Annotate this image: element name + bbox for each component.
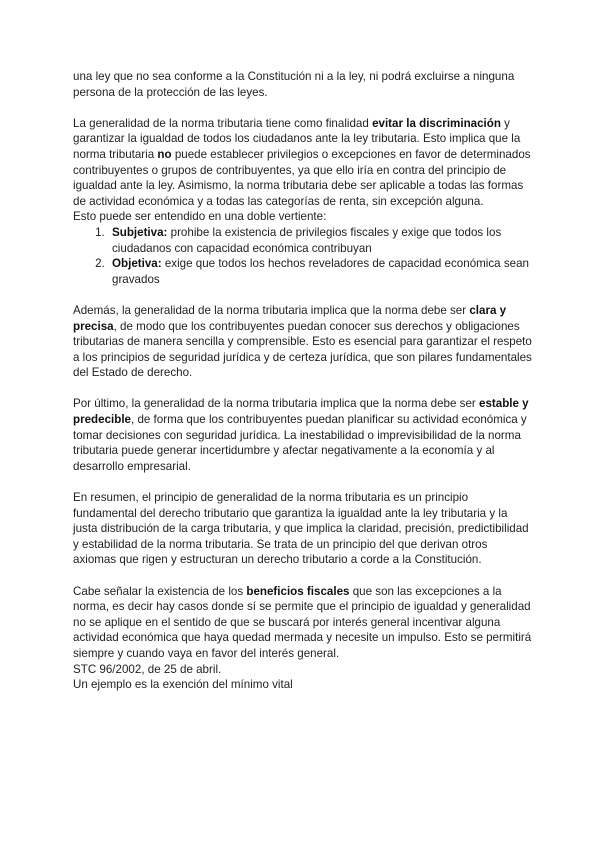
text-run: que son las excepciones a la norma, es decir hay casos donde sí se permite que el principio de igualdad y generalidad no se aplique en el sentido de que se buscará por interés general incentivar alguna actividad económica que haya quedad mermada y necesite un impulso. Esto se permitirá siempre y cuando vaya en favor del interés general.: [73, 584, 532, 660]
paragraph-estable: [73, 396, 533, 474]
spacer: [73, 474, 533, 490]
text-run: Además, la generalidad de la norma tributaria implica que la norma debe ser: [73, 303, 470, 317]
list-term: Subjetiva:: [112, 225, 168, 239]
bold-phrase: evitar la discriminación: [372, 116, 501, 130]
paragraph-ejemplo: Un ejemplo es la exención del mínimo vital: [73, 678, 293, 692]
spacer: [73, 287, 533, 303]
numbered-list: [73, 225, 533, 287]
document-body: [73, 69, 533, 693]
paragraph-resumen: En resumen, el principio de generalidad de la norma tributaria es un principio fundamental del derecho tributario que garantiza la igualdad ante la ley tributaria y la justa distribución de la carga tributaria, y que implica la claridad, precisión, predictibilidad y estabilidad de la norma tributaria. Se trata de un principio del que derivan otros axiomas que rigen y estructuran un derecho tributario a corde a la Constitución.: [73, 491, 529, 567]
spacer: [73, 568, 533, 584]
spacer: [73, 100, 533, 116]
paragraph-vertiente: Esto puede ser entendido en una doble vertiente:: [73, 210, 327, 224]
paragraph-beneficios: [73, 584, 533, 662]
list-text: prohibe la existencia de privilegios fiscales y exige que todos los ciudadanos con capacidad económica contribuyan: [112, 225, 502, 255]
bold-phrase: beneficios fiscales: [246, 584, 350, 598]
text-run: , de modo que los contribuyentes puedan conocer sus derechos y obligaciones tributarias de manera sencilla y comprensible. Esto es esencial para garantizar el respeto a los principios de seguridad jurídica y de certeza jurídica, que son pilares fundamentales del Estado de derecho.: [73, 319, 532, 380]
spacer: [73, 381, 533, 397]
bold-phrase: no: [157, 147, 172, 161]
text-run: y garantizar la igualdad de todos los ciudadanos ante la ley tributaria. Esto implica que la norma tributaria: [73, 116, 521, 161]
list-item: [108, 225, 533, 256]
bold-phrase: estable y predecible: [73, 397, 529, 427]
text-run: Cabe señalar la existencia de los: [73, 584, 247, 598]
text-run: La generalidad de la norma tributaria tiene como finalidad: [73, 116, 373, 130]
bold-phrase: clara y precisa: [73, 303, 507, 333]
text-run: puede establecer privilegios o excepciones en favor de determinados contribuyentes o grupos de contribuyentes, ya que ello iría en contra del principio de igualdad ante la ley. Asimismo, la norma tributaria debe ser aplicable a todas las formas de actividad económica y a todas las categorías de renta, sin excepción alguna.: [73, 147, 531, 208]
paragraph-clara: [73, 303, 533, 381]
text-run: Por último, la generalidad de la norma tributaria implica que la norma debe ser: [73, 397, 479, 411]
list-term: Objetiva:: [112, 257, 162, 271]
paragraph-generalidad: [73, 116, 533, 210]
text-run: , de forma que los contribuyentes puedan planificar su actividad económica y tomar decisiones con seguridad jurídica. La inestabilidad o imprevisibilidad de la norma tributaria puede generar incertidumbre y afectar negativamente a la economía y al desarrollo empresarial.: [73, 413, 527, 473]
paragraph-intro: una ley que no sea conforme a la Constitución ni a la ley, ni podrá excluirse a ninguna persona de la protección de las leyes.: [73, 70, 515, 99]
list-item: [108, 256, 533, 287]
list-text: exige que todos los hechos reveladores de capacidad económica sean gravados: [112, 257, 529, 286]
citation-stc: STC 96/2002, de 25 de abril.: [73, 662, 222, 676]
